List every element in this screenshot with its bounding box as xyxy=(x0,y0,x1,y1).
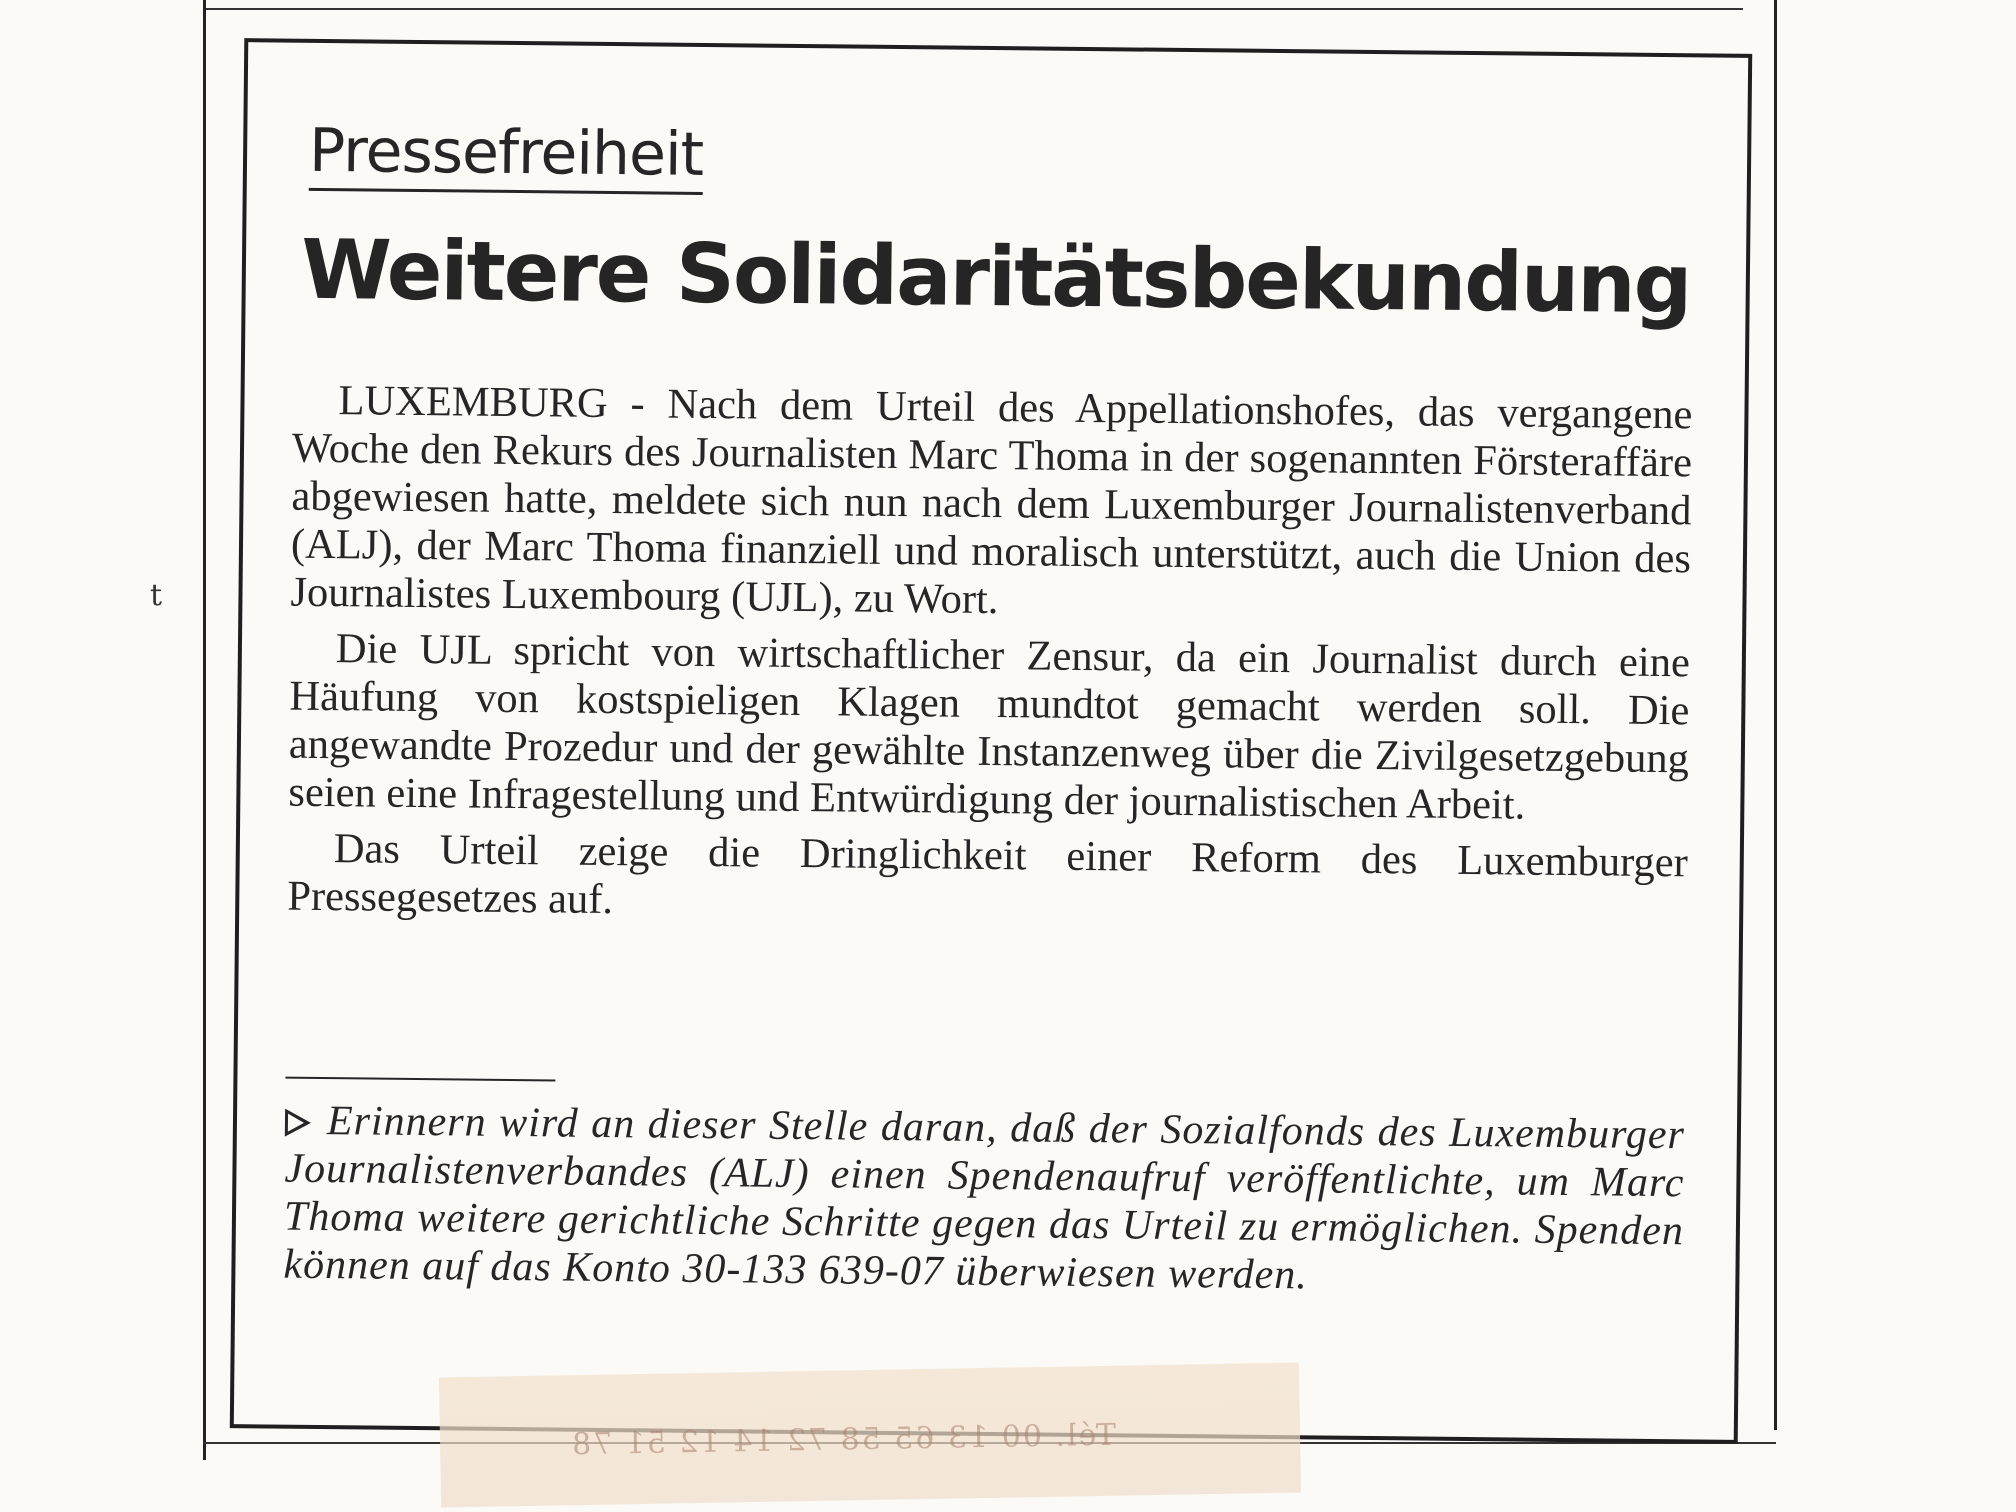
article-box xyxy=(230,38,1752,1444)
article-paragraph: Das Urteil zeige die Dringlichkeit einer Reform des Luxemburger Pressegesetzes auf. xyxy=(287,825,1689,924)
stray-margin-letter: t xyxy=(150,578,163,613)
column-rule-right xyxy=(1774,0,1777,1430)
article-paragraph: Die UJL spricht von wirtschaftlicher Zensur, da ein Journalist durch eine Häufung von kostspieligen Klagen mundtot gemacht werden soll. Die angewandte Prozedur und der gewählte Instanzenweg über die Zivilgesetzgebung seien eine Infragestellung und Entwürdigung der journalistischen Arbeit. xyxy=(288,625,1691,829)
article-body xyxy=(287,377,1693,944)
adhesive-tape-strip xyxy=(439,1363,1301,1508)
note-divider xyxy=(285,1077,555,1082)
article-paragraph: LUXEMBURG - Nach dem Urteil des Appellationshofes, das vergangene Woche den Rekurs des Journalisten Marc Thoma in der sogenannten Försteraffäre abgewiesen hatte, meldete sich nun nach dem Luxemburger Journalistenverband (ALJ), der Marc Thoma finanziell und moralisch unterstützt, auch die Union des Journalistes Luxembourg (UJL), zu Wort. xyxy=(290,377,1693,624)
tape-bleed-through-text: Tél. 00 13 65 58 72 14 12 51 78 xyxy=(569,1417,1117,1463)
column-rule-top xyxy=(203,8,1743,10)
article-kicker: Pressefreiheit xyxy=(309,117,704,195)
donation-note xyxy=(283,1097,1685,1304)
column-rule-left xyxy=(203,0,206,1460)
triangle-right-outline-icon xyxy=(285,1109,311,1137)
donation-note-text: Erinnern wird an dieser Stelle daran, daß der Sozialfonds des Luxemburger Journalistenverbandes (ALJ) einen Spendenaufruf veröffentlichte, um Marc Thoma weitere gerichtliche Schritte gegen das Urteil zu ermöglichen. Spenden können auf das Konto 30-133 639-07 überwiesen werden. xyxy=(283,1098,1686,1299)
article-headline: Weitere Solidaritätsbekundung xyxy=(300,222,1691,333)
